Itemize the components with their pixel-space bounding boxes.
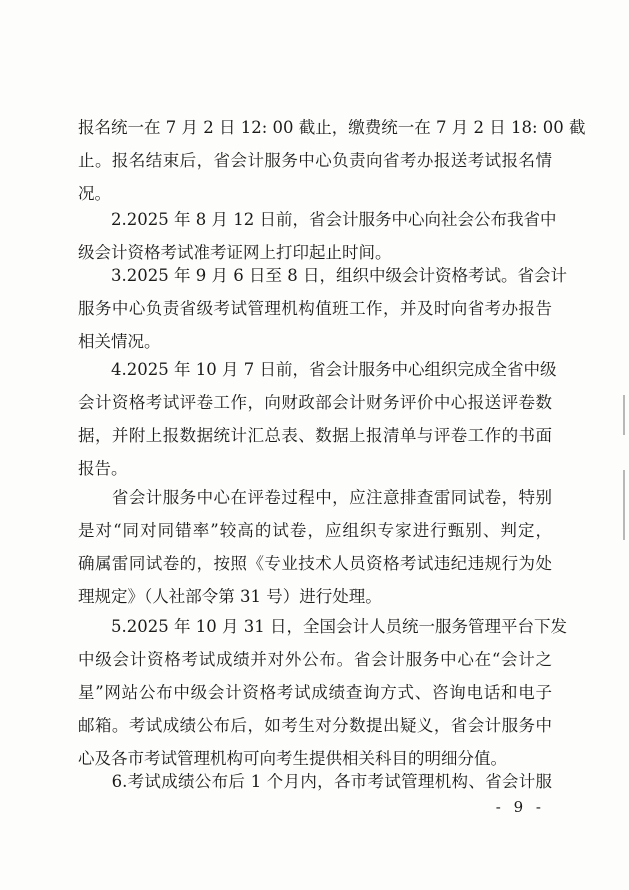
paragraph-5 (78, 488, 552, 607)
paragraph-2 (78, 210, 557, 263)
text-line: 是对“同对同错率”较高的试卷，应组织专家进行甄别、判定， (78, 521, 552, 540)
text-line: 报名统一在 7 月 2 日 12: 00 截止，缴费统一在 7 月 2 日 18: 00 截 (78, 118, 586, 137)
text-line: 4.2025 年 10 月 7 日前，省会计服务中心组织完成全省中级 (78, 360, 557, 379)
text-line: 省会计服务中心在评卷过程中，应注意排查雷同试卷，特别 (78, 488, 552, 507)
paragraph-7 (78, 772, 552, 792)
paragraph-4 (78, 360, 557, 479)
text-line: 3.2025 年 9 月 6 日至 8 日，组织中级会计资格考试。省会计 (78, 266, 567, 285)
text-line: 据，并附上报数据统计汇总表、数据上报清单与评卷工作的书面 (78, 426, 552, 445)
text-line: 星”网站公布中级会计资格考试成绩查询方式、咨询电话和电子 (78, 683, 552, 702)
text-line: 中级会计资格考试成绩并对外公布。省会计服务中心在“会计之 (78, 650, 552, 669)
text-line: 会计资格考试评卷工作，向财政部会计财务评价中心报送评卷数 (78, 393, 552, 412)
text-line: 邮箱。考试成绩公布后，如考生对分数提出疑义，省会计服务中 (78, 716, 552, 735)
text-line: 况。 (78, 184, 111, 203)
text-line: 6.考试成绩公布后 1 个月内，各市考试管理机构、省会计服 (78, 772, 552, 791)
paragraph-6 (78, 617, 567, 769)
text-line: 止。报名结束后，省会计服务中心负责向省考办报送考试报名情 (78, 151, 552, 170)
text-line: 5.2025 年 10 月 31 日，全国会计人员统一服务管理平台下发 (78, 617, 567, 636)
text-line: 服务中心负责省级考试管理机构值班工作，并及时向省考办报告 (78, 299, 552, 318)
text-line: 报告。 (78, 459, 128, 478)
text-line: 2.2025 年 8 月 12 日前，省会计服务中心向社会公布我省中 (78, 210, 557, 229)
text-line: 确属雷同试卷的，按照《专业技术人员资格考试违纪违规行为处 (78, 554, 552, 573)
text-line: 相关情况。 (78, 332, 161, 351)
page-number: - 9 - (495, 798, 545, 816)
text-line: 心及各市考试管理机构可向考生提供相关科目的明细分值。 (78, 749, 507, 768)
scan-edge-mark (623, 395, 625, 435)
text-line: 级会计资格考试准考证网上打印起止时间。 (78, 243, 392, 262)
text-line: 理规定》（人社部令第 31 号）进行处理。 (78, 587, 382, 606)
paragraph-1 (78, 118, 586, 204)
paragraph-3 (78, 266, 567, 352)
scan-edge-mark (623, 470, 625, 540)
